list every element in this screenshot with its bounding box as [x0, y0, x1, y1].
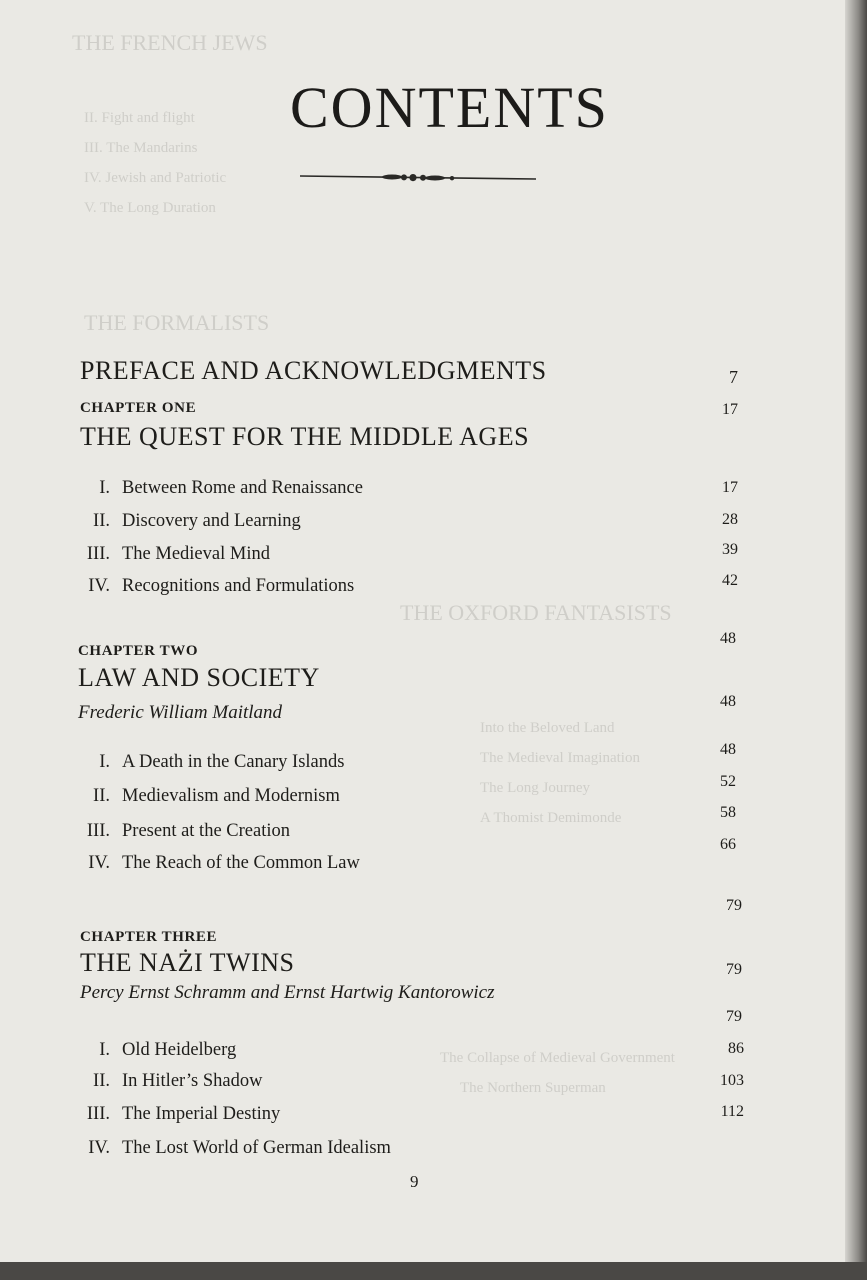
toc-entry [76, 752, 344, 773]
section-title: The Lost World of German Idealism [122, 1138, 391, 1158]
chapter-title: THE NAŻI TWINS [80, 948, 295, 977]
section-title: Medievalism and Modernism [122, 786, 340, 806]
contents-heading: CONTENTS [290, 75, 609, 140]
page-number: 28 [722, 511, 738, 528]
preface-title: PREFACE AND ACKNOWLEDGMENTS [80, 356, 547, 385]
section-number: IV. [88, 576, 110, 596]
section-title: Present at the Creation [122, 821, 290, 841]
section-title: Between Rome and Renaissance [122, 478, 363, 498]
section-title: Recognitions and Formulations [122, 576, 355, 596]
page-number: 7 [729, 367, 738, 387]
section-title: The Imperial Destiny [122, 1104, 281, 1124]
section-title: Old Heidelberg [122, 1040, 237, 1060]
chapter-subtitle: Percy Ernst Schramm and Ernst Hartwig Kantorowicz [80, 982, 495, 1003]
page-number: 48 [720, 630, 736, 647]
section-number: II. [93, 511, 110, 531]
page-number: 58 [720, 804, 736, 821]
section-number: II. [93, 1071, 110, 1091]
background-surface [0, 1262, 867, 1280]
page-number: 79 [726, 961, 742, 978]
toc-entry [80, 576, 354, 597]
toc-entry [80, 478, 363, 499]
toc-entry [80, 1138, 391, 1159]
page-number: 66 [720, 836, 736, 853]
section-title: A Death in the Canary Islands [122, 752, 345, 772]
page-number: 103 [720, 1072, 744, 1089]
page-number: 79 [726, 1008, 742, 1025]
section-number: III. [86, 544, 110, 564]
page-number: 17 [722, 401, 738, 418]
toc-entry [80, 511, 301, 532]
section-title: Discovery and Learning [122, 511, 301, 531]
page-number: 79 [726, 897, 742, 914]
page-number: 42 [722, 572, 738, 589]
toc-entry [76, 853, 360, 874]
section-title: The Medieval Mind [122, 544, 270, 564]
book-page: THE FRENCH JEWS II. Fight and flight III. The Mandarins IV. Jewish and Patriotic V. The Long Duration THE FORMALISTS THE OXFORD FANTASISTS Into the Beloved Land The Medieval Imagination The Long Journey A Thomist Demimonde The Collapse of Medieval Government The Northern Superman CONTENTS PREFACE AND ACKNOWLEDGMENTS 7 CHAPTER ONE THE QUEST FOR THE MIDDLE AGES I. Between Rome and Renaissance II. Discovery and Learning III. The Medieval Mind IV. Recognitions and Formulations CHAPTER TWO LAW AND SOCIETY Frederic William Maitland I. A Death in the Canary Islands II. Medievalism and Modernism III. Present at the Creation IV. The Reach of the Common Law CHAPTER THREE THE NAŻI TWINS Percy Ernst Schramm and Ernst Hartwig Kantorowicz I. Old Heidelberg II. In Hitler’s Shadow III. The Imperial Destiny IV. The Lost World of German Idealism 17 17 28 39 42 48 48 48 52 58 66 79 79 79 86 103 112 9 [0, 0, 858, 1262]
toc-entry [80, 544, 270, 565]
chapter-label: CHAPTER ONE [80, 400, 197, 416]
chapter-label: CHAPTER THREE [80, 929, 218, 945]
chapter-title: LAW AND SOCIETY [78, 663, 320, 692]
ornament-rule [300, 170, 536, 184]
page-number: 48 [720, 741, 736, 758]
section-number: I. [99, 752, 110, 772]
section-number: II. [93, 786, 110, 806]
chapter-label: CHAPTER TWO [78, 643, 199, 659]
section-number: I. [99, 478, 110, 498]
section-number: III. [86, 821, 110, 841]
chapter-title: THE QUEST FOR THE MIDDLE AGES [80, 422, 530, 451]
page-edge-shadow [845, 0, 867, 1262]
section-title: The Reach of the Common Law [122, 853, 360, 873]
page-number: 17 [722, 479, 738, 496]
section-number: I. [99, 1040, 110, 1060]
page-number: 112 [720, 1103, 744, 1120]
toc-entry [80, 1071, 262, 1092]
toc-entry [80, 1040, 236, 1061]
folio: 9 [410, 1172, 419, 1191]
section-number: IV. [88, 1138, 110, 1158]
toc-entry [80, 1104, 280, 1125]
page-number: 39 [722, 541, 738, 558]
chapter-subtitle: Frederic William Maitland [78, 702, 283, 723]
toc-entry [76, 786, 340, 807]
section-number: IV. [88, 853, 110, 873]
page-number: 48 [720, 693, 736, 710]
toc-entry [76, 821, 290, 842]
section-number: III. [86, 1104, 110, 1124]
page-number: 52 [720, 773, 736, 790]
section-title: In Hitler’s Shadow [122, 1071, 263, 1091]
page-number: 86 [728, 1040, 744, 1057]
